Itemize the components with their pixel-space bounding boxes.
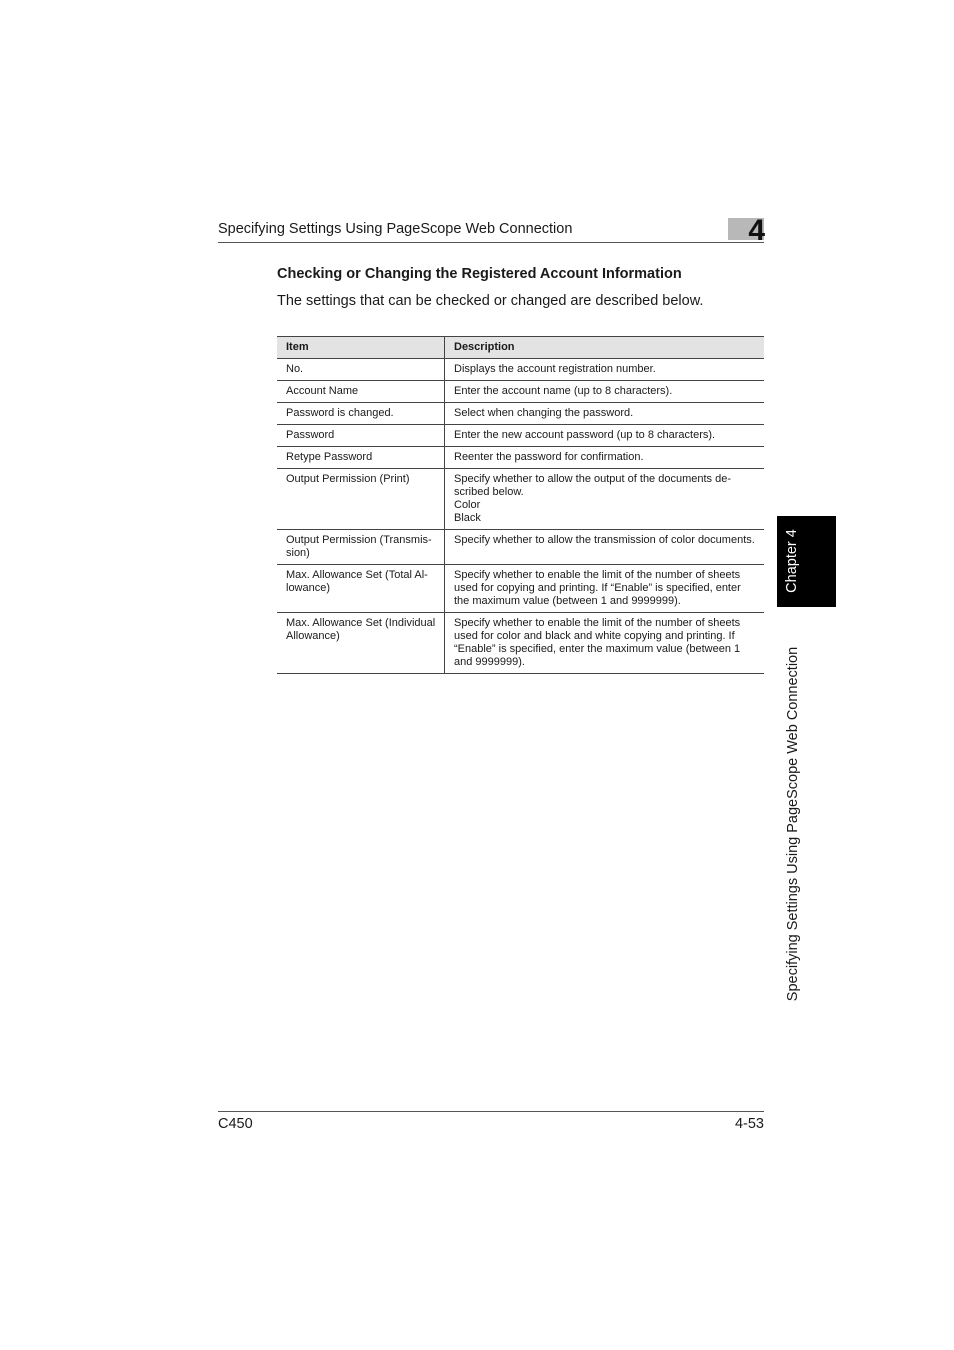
description-line: Reenter the password for confirmation. xyxy=(454,451,644,463)
description-line: Enter the account name (up to 8 characters). xyxy=(454,385,673,397)
table-row xyxy=(277,359,764,381)
table-row xyxy=(277,530,764,565)
table-cell-description xyxy=(445,381,765,403)
table-cell-description xyxy=(445,613,765,674)
table-row xyxy=(277,613,764,674)
description-line: Select when changing the password. xyxy=(454,407,634,419)
table-cell-description xyxy=(445,425,765,447)
table-cell-item: Password is changed. xyxy=(277,403,445,425)
table-cell-item: Output Permission (Print) xyxy=(277,469,445,530)
section-title: Checking or Changing the Registered Account Information xyxy=(277,266,682,282)
description-line: Displays the account registration number. xyxy=(454,363,656,375)
table-row xyxy=(277,469,764,530)
table-row xyxy=(277,447,764,469)
table-header-row xyxy=(277,337,764,359)
intro-paragraph: The settings that can be checked or changed are described below. xyxy=(277,293,704,309)
description-line: Specify whether to enable the limit of the number of sheets used for copying and printing. If “Enable” is specified, enter the maximum value (between 1 and 9999999). xyxy=(454,569,741,607)
description-line: Color xyxy=(454,499,481,511)
table-row xyxy=(277,565,764,613)
table-cell-item: No. xyxy=(277,359,445,381)
table-row xyxy=(277,381,764,403)
table-cell-item: Max. Allowance Set (Total Al-lowance) xyxy=(277,565,445,613)
side-section-title: Specifying Settings Using PageScope Web Connection xyxy=(785,646,801,1002)
description-line: Specify whether to allow the output of the documents de-scribed below. xyxy=(454,473,731,498)
table-cell-description xyxy=(445,530,765,565)
description-line: Black xyxy=(454,512,481,524)
footer-model: C450 xyxy=(218,1116,253,1132)
running-title: Specifying Settings Using PageScope Web Connection xyxy=(218,221,573,237)
running-header xyxy=(218,214,765,247)
description-line: Specify whether to allow the transmission of color documents. xyxy=(454,534,755,546)
chapter-number: 4 xyxy=(748,214,765,247)
table-body xyxy=(277,359,764,674)
description-line: Enter the new account password (up to 8 characters). xyxy=(454,429,716,441)
table-cell-description xyxy=(445,565,765,613)
table-row xyxy=(277,403,764,425)
footer-page-number: 4-53 xyxy=(734,1116,764,1132)
table-cell-description xyxy=(445,447,765,469)
settings-table xyxy=(277,336,764,674)
table-cell-item: Max. Allowance Set (Individual Allowance) xyxy=(277,613,445,674)
column-header-description: Description xyxy=(445,337,765,359)
table-cell-item: Account Name xyxy=(277,381,445,403)
table-row xyxy=(277,425,764,447)
table-cell-item: Retype Password xyxy=(277,447,445,469)
side-chapter-label: Chapter 4 xyxy=(784,529,800,593)
table-cell-description xyxy=(445,359,765,381)
table-cell-item: Output Permission (Transmis-sion) xyxy=(277,530,445,565)
table-cell-item: Password xyxy=(277,425,445,447)
page-footer xyxy=(218,1111,764,1134)
column-header-item: Item xyxy=(277,337,445,359)
table-cell-description xyxy=(445,469,765,530)
table-cell-description xyxy=(445,403,765,425)
description-line: Specify whether to enable the limit of the number of sheets used for color and black and white copying and printing. If “Enable” is specified, enter the maximum value (between 1 and 9999999). xyxy=(454,617,741,668)
